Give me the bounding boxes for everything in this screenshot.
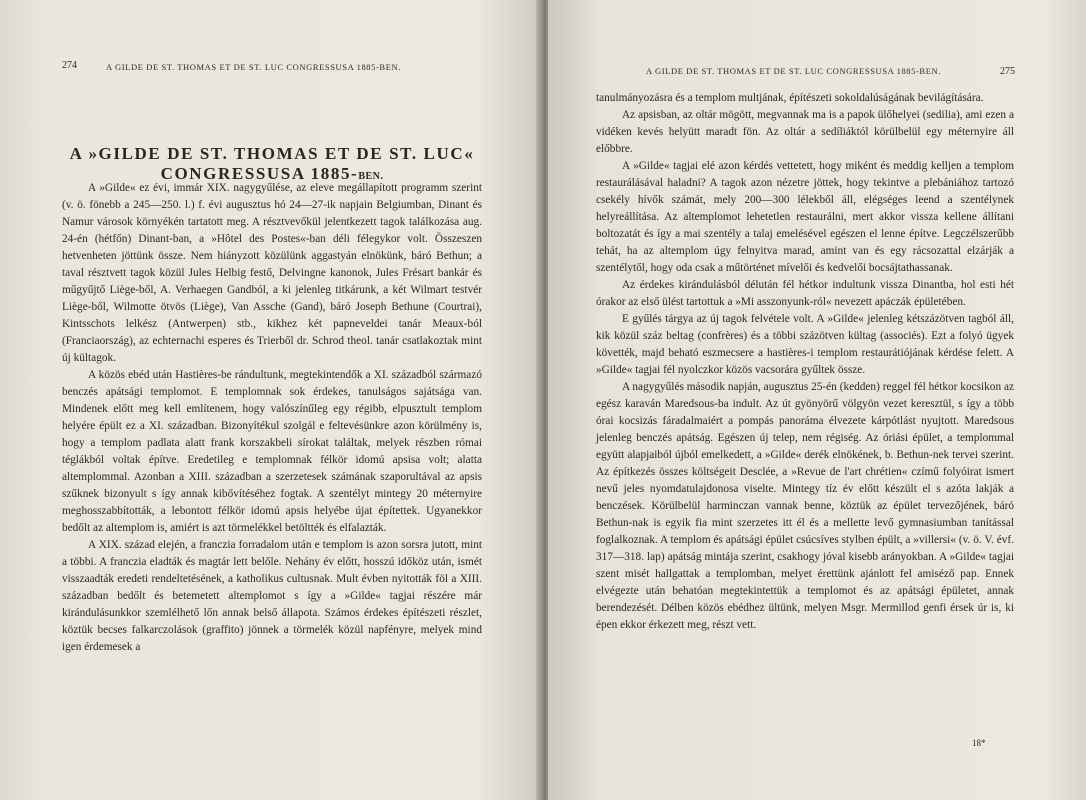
paragraph: Az érdekes kirándulásból délután fél hétkor indultunk vissza Dinantba, hol esti hét órakor az első ülést tartottuk a »Mi asszonyunk-ról« nevezett apáczák épületében. — [596, 279, 1014, 308]
left-body-text — [62, 180, 482, 656]
paragraph: E gyűlés tárgya az új tagok felvétele volt. A »Gilde« jelenleg kétszázötven tagból áll, kik közül száz beltag (confrères) és a többi százötven kültag (associés). Ezt a folyó ügyek követték, majd beható eszmecsere a hastières-i templom restaurátiójának kérdése felett. A »Gilde« tagjai fél nyolczkor közös vacsorára gyűltek össze. — [596, 313, 1014, 376]
right-page — [548, 0, 1086, 800]
signature-mark: 18* — [972, 738, 986, 748]
title-line-2: CONGRESSUSA 1885-BEN. — [160, 164, 384, 183]
continuation-text: tanulmányozásra és a templom multjának, építészeti sokoldalúságának bevilágítására. — [596, 92, 984, 104]
right-body-text — [596, 90, 1014, 634]
running-head: A GILDE DE ST. THOMAS ET DE ST. LUC CONGRESSUSA 1885-BEN. — [646, 66, 941, 76]
paragraph: A közös ebéd után Hastières-be rándultunk, megtekintendők a XI. századból származó benczés apátsági templomot. E templomnak sok érdekes, tanulságos sajátsága van. Mindenek előtt meg kell említenem, hogy valószínűleg egy régibb, elpusztult templom helyére épült ez a XI. században. Bizonyítékul szolgál e feltevésünkre azon körülmény is, hogy a templom padlata alatt frank korszakbeli sírokat találtak, melyek részben római téglákból voltak építve. Eredetileg e templomnak félkör idomú apsisa volt; alatta altemplommal. Azonban a XIII. században a szerzetesek számának szaporultával az apsis szűknek bizonyult s így annak kibővítéséhez fogtak. A szentélyt mintegy 20 méternyire meghosszabbították, a lebontott félkör idomú apsis helyébe újat építettek. Ugyanekkor bedőlt az altemplom is, amiért is azt törmelékkel betöltték és elfalazták. — [62, 369, 482, 534]
paragraph: Az apsisban, az oltár mögött, megvannak ma is a papok ülőhelyei (sedilia), ami ezen a vidéken kevés helyütt maradt fön. Az oltár a sedíliáktól körülbelül egy méternyire áll előbbre. — [596, 109, 1014, 155]
running-head: A GILDE DE ST. THOMAS ET DE ST. LUC CONGRESSUSA 1885-BEN. — [106, 62, 401, 72]
title-line-1: A »GILDE DE ST. THOMAS ET DE ST. LUC« — [69, 144, 475, 163]
page-number: 275 — [1000, 66, 1015, 77]
paragraph: A nagygyűlés második napján, augusztus 25-én (kedden) reggel fél hétkor kocsikon az egész karaván Maredsous-ba indult. Az út gyönyörű völgyön vezet keresztül, s így a több órai kocsizás fáradalmaiért a pompás panoráma élvezete kárpótlást nyujtott. Maredsous jelenleg benczés apátság. Egészen új telep, nem régiség. Az óriási épület, a templommal együtt alapjaiból újból emelkedett, a »Gilde« derék elnökének, b. Bethun-nek tervei szerint. Az építkezés összes költségeit Desclée, a »Revue de l'art chrétien« czímű folyóirat ismert nevű jeles nyomdatulajdonosa viselte. Mintegy tíz év előtt készült el s azóta lakják a benczések. Körülbelül harminczan vannak benne, köztük az épület tervezőjének, báró Bethun-nak is egyik fia mint szerzetes itt él és a mellette levő gymnasiumban tanítással foglalkoznak. A templom és apátsági épület csúcsíves stylben épült, a »villersi« (v. ö. V. évf. 317—318. lap) apátság mintája szerint, csakhogy jóval kisebb arányokban. A »Gilde« tagjai szent misét hallgattak a templomban, melyet érettünk ajánlott fel amiséző pap. Ennek elvégezte után behatóan megtekintettük a templomot és az apátsági épületet, annak berendezését. Délben közös ebédhez ültünk, melyen Msgr. Mermillod genfi érsek úr is, ki épen ekkor érkezett meg, részt vett. — [596, 381, 1014, 631]
paragraph: A »Gilde« tagjai elé azon kérdés vettetett, hogy miként és meddig kelljen a templom restaurálásával haladni? A tagok azon nézetre jöttek, hogy tekintve a plebániához tartozó csekély hívők számát, mely 200—300 lélekből áll, elégséges leend a szentélynek helyreállítása. Az altemplomot lehetetlen restaurálni, mert akkor vissza kellene állítani boltozatát és így a mai szentély a talaj emelésével egészen el lenne építve. Legczélszerűbb tehát, ha az altemplom úgy felnyitva marad, amint van és egy rácsozattal elzárják a szentélytől, hogy oda csak a műtörténet mívelői és kedvelői bocsájtathassanak. — [596, 160, 1014, 274]
paragraph: A »Gilde« ez évi, immár XIX. nagygyűlése, az eleve megállapított programm szerint (v. ö. fönebb a 245—250. l.) f. évi augusztus hó 24—27-ik napjain Belgiumban, Dinant és Namur városok környékén tartatott meg. A résztvevőkül jelentkezett tagok találkozása aug. 24-én (hétfőn) Dinant-ban, a »Hôtel des Postes«-ban déli félegykor volt. Összeszen hetvenheten jöttünk össze. Nem hiányzott közülünk aggastyán elnökünk, báró Bethun; a taval résztvett tagok közül Jules Helbig festő, Delvingne kanonok, Jules Frésart bankár és műgyűjtő Liège-ből, A. Verhaegen Gandból, a ki jelenleg titkárunk, a két Wilmart testvér Liège-ből, Wilmotte ötvös (Liège), Van Assche (Gand), báró Joseph Bethune (Courtrai), Kintsschots lelkész (Antwerpen) stb., kikhez két papneveldei tanár Meaux-ból (Franciaország), az echternachi esperes és Trierből dr. Schrod theol. tanár csatlakoztak mint új kültagok. — [62, 182, 482, 364]
page-number: 274 — [62, 60, 77, 71]
left-page — [0, 0, 540, 800]
paragraph: A XIX. század elején, a franczia forradalom után e templom is azon sorsra jutott, mint a többi. A franczia eladták és magtár lett belőle. Nehány év előtt, hosszú időköz után, ismét visszaadták eredeti rendeltetésének, a katholikus cultusnak. Mult évben nyitották föl a XIII. században bedőlt és betemetett altemplomot s így a »Gilde« tagjai részére már kirándulásunkkor szemlélhető lőn annak belső állapota. Számos érdekes építészeti részlet, köztük becses falkarczolások (graffito) jönnek a törmelék közül napfényre, melyek mind igen érdemesek a — [62, 539, 482, 653]
